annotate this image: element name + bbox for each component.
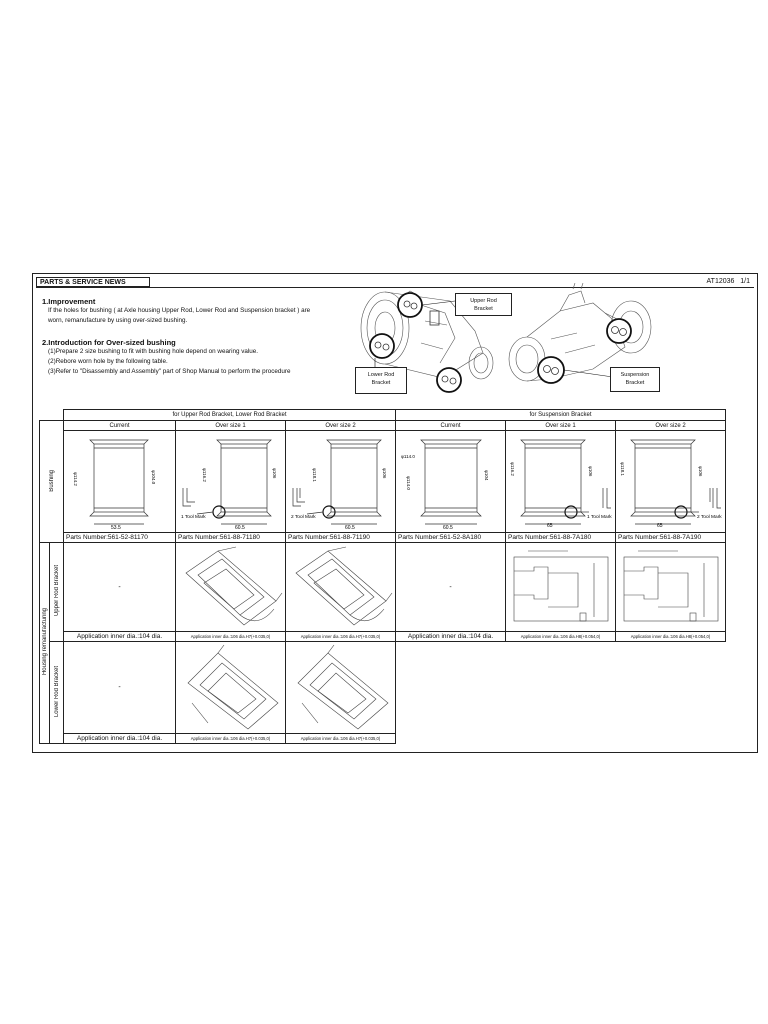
- bushing-drawing-4: [396, 431, 506, 533]
- section2-line-3: (3)Refer to "Disassembly and Assembly" part of Shop Manual to perform the procedure: [48, 368, 291, 375]
- header-title: PARTS & SERVICE NEWS: [36, 277, 150, 287]
- page-number: 1/1: [740, 278, 750, 285]
- bushing-3-od: φ118.1: [311, 467, 317, 482]
- group-header-rod: for Upper Rod Bracket, Lower Rod Bracket: [64, 410, 396, 421]
- doc-no: AT12036: [706, 278, 735, 285]
- bushing-2-id: φ106: [271, 467, 277, 478]
- bushing-4-od: φ114.0: [405, 475, 411, 490]
- part-number-5: Parts Number:561-88-7A180: [506, 533, 616, 543]
- part-number-1: Parts Number:561-52-81170: [64, 533, 176, 543]
- bushing-1-od: φ114.2: [72, 471, 78, 486]
- part-number-4: Parts Number:561-52-8A180: [396, 533, 506, 543]
- bushing-6-od: φ118.1: [619, 461, 625, 476]
- bushing-6-id: φ106: [697, 465, 703, 476]
- bushing-5-id: φ106: [587, 465, 593, 476]
- susp-app-over2: Application inner dia.:106 dia.H8(+0.054,0): [616, 632, 726, 642]
- bushing-3-tool-mark: 2 Tool Mark: [290, 514, 316, 520]
- susp-over1-drawing: [506, 543, 616, 632]
- bushing-drawing-2: [176, 431, 286, 533]
- group-header-suspension: for Suspension Bracket: [396, 410, 726, 421]
- bushing-1-length: 53.5: [110, 524, 121, 530]
- lower-app-over1: Application inner dia.:106 dia.H7(+0.035,0): [176, 734, 286, 744]
- lower-over1-drawing: [176, 642, 286, 734]
- lower-over2-drawing: [286, 642, 396, 734]
- row-label-bushing: Bushing: [40, 421, 64, 543]
- bushing-drawing-6: [616, 431, 726, 533]
- callout-lower-rod-line2: Bracket: [371, 380, 391, 386]
- col-current-rod: Current: [64, 421, 176, 431]
- upper-app-over2: Application inner dia.:106 dia.H7(+0.035,0): [286, 632, 396, 642]
- upper-over1-drawing: [176, 543, 286, 632]
- callout-lower-rod: [355, 367, 407, 394]
- bushing-2-length: 60.5: [234, 524, 245, 530]
- bushing-5-tool-mark: 1 Tool Mark: [586, 514, 612, 520]
- section2-title: 2.Introduction for Over-sized bushing: [42, 338, 176, 347]
- callout-upper-rod-line2: Bracket: [474, 306, 493, 312]
- row-label-upper-rod: Upper Rod Bracket: [50, 543, 64, 642]
- bushing-5-od: φ116.2: [509, 461, 515, 476]
- upper-current-dash: -: [64, 543, 176, 632]
- document-number: [707, 277, 750, 287]
- bushing-2-od: φ116.2: [201, 467, 207, 482]
- lower-current-dash: -: [64, 642, 176, 734]
- bushing-drawing-5: [506, 431, 616, 533]
- lower-app-over2: Application inner dia.:106 dia.H7(+0.035,0): [286, 734, 396, 744]
- section2-line-2: (2)Rebore worn hole by the following table.: [48, 358, 168, 365]
- bushing-6-length: 65: [656, 522, 663, 529]
- bushing-4-id: φ104: [483, 469, 489, 480]
- callout-upper-rod-line1: Upper Rod: [470, 298, 497, 304]
- bushing-5-length: 65: [546, 522, 553, 529]
- callout-lower-rod-line1: Lower Rod: [367, 372, 395, 378]
- bushing-1-id: φ104.0: [150, 469, 156, 484]
- bushing-2-tool-mark: 1 Tool Mark: [180, 514, 206, 520]
- susp-current-dash: -: [396, 543, 506, 632]
- section1-line-2: worn, remanufacture by using over-sized bushing.: [48, 317, 188, 324]
- row-label-lower-rod: Lower Rod Bracket: [50, 642, 64, 744]
- bushing-3-id: φ106: [381, 467, 387, 478]
- susp-app-current: Application inner dia.:104 dia.: [396, 632, 506, 642]
- susp-app-over1: Application inner dia.:106 dia.H8(+0.054,0): [506, 632, 616, 642]
- bushing-6-tool-mark: 2 Tool Mark: [696, 514, 722, 520]
- section2-line-1: (1)Prepare 2 size bushing to fit with bushing hole depend on wearing value.: [48, 348, 259, 355]
- part-number-3: Parts Number:561-88-71190: [286, 533, 396, 543]
- callout-suspension-line1: Suspension: [620, 372, 650, 378]
- col-over2-rod: Over size 2: [286, 421, 396, 431]
- bushing-4-length: 60.5: [442, 524, 453, 530]
- bushing-3-length: 60.5: [344, 524, 355, 530]
- bushing-drawing-1: [64, 431, 176, 533]
- col-over1-rod: Over size 1: [176, 421, 286, 431]
- upper-app-over1: Application inner dia.:106 dia.H7(+0.035,0): [176, 632, 286, 642]
- row-label-housing: Housing remanufacturing: [40, 543, 50, 744]
- bushing-table: [39, 409, 726, 744]
- callout-upper-rod: [455, 293, 512, 316]
- section1-title: 1.Improvement: [42, 297, 96, 306]
- col-over1-susp: Over size 1: [506, 421, 616, 431]
- part-number-2: Parts Number:561-88-71180: [176, 533, 286, 543]
- callout-suspension-line2: Bracket: [625, 380, 645, 386]
- section1-line-1: If the holes for bushing ( at Axle housing Upper Rod, Lower Rod and Suspension bracket ) are: [48, 307, 311, 314]
- bushing-drawing-3: [286, 431, 396, 533]
- lower-app-current: Application inner dia.:104 dia.: [64, 734, 176, 744]
- callout-suspension: [610, 367, 660, 392]
- col-current-susp: Current: [396, 421, 506, 431]
- upper-app-current: Application inner dia.:104 dia.: [64, 632, 176, 642]
- col-over2-susp: Over size 2: [616, 421, 726, 431]
- susp-over2-drawing: [616, 543, 726, 632]
- upper-over2-drawing: [286, 543, 396, 632]
- bushing-4-flange: φ114.0: [400, 453, 415, 459]
- part-number-6: Parts Number:561-88-7A190: [616, 533, 726, 543]
